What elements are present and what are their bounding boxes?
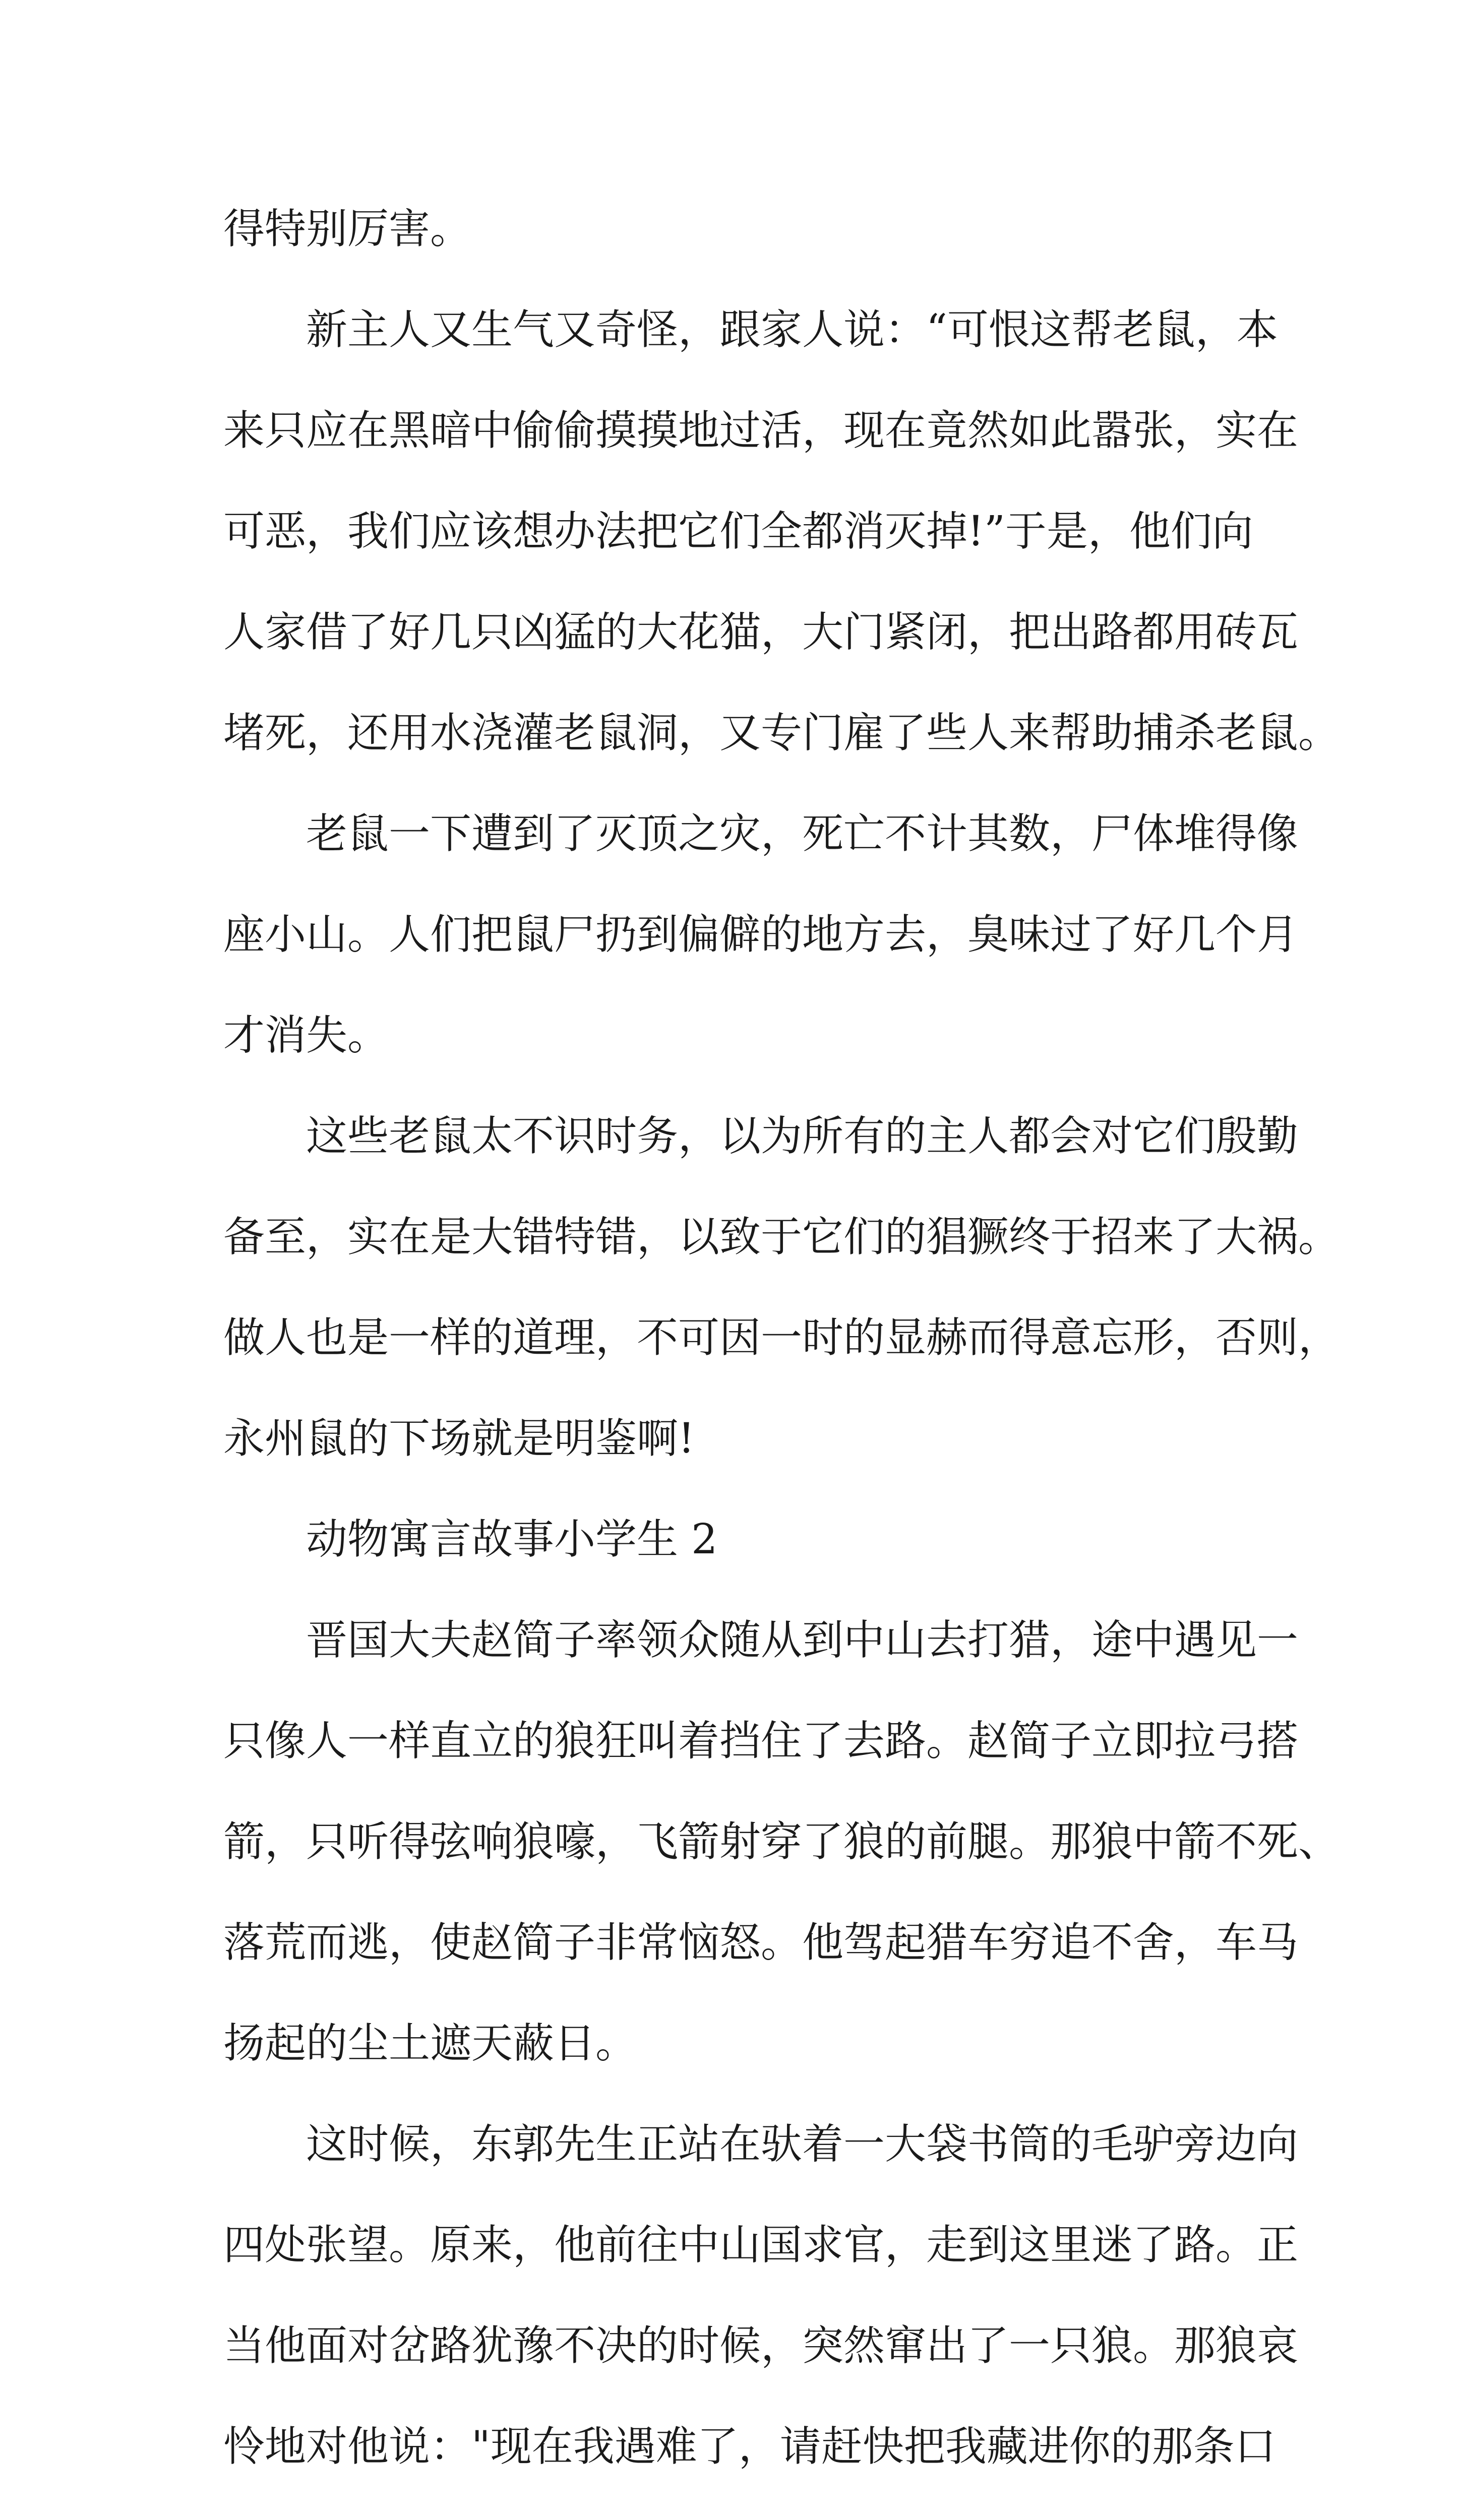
text-line: 备至，实在是大错特错，以致于它们的猖獗终于招来了大祸。 xyxy=(223,1213,1340,1261)
text-line: 人家借了好几只凶猛的大花猫，大门紧闭，把出路都用砖瓦 xyxy=(223,608,1299,656)
text-line: 四处张望。原来，他前往中山国求官，走到这里迷了路。正 xyxy=(223,2221,1299,2269)
text-line: 当他面对岔路犹豫不决的时候，突然窜出了一只狼。那狼哀 xyxy=(223,2322,1299,2370)
text-line xyxy=(223,2497,1247,2520)
text-line: 只像人一样直立的狼狂叫着挡住了去路。赵简子立即拉弓搭 xyxy=(223,1717,1299,1765)
text-line: 座小山。人们把鼠尸扔到偏僻的地方去，臭味过了好几个月 xyxy=(223,911,1299,959)
text-line: 可恶，我们应该想办法把它们全都消灭掉!”于是，他们向 xyxy=(223,508,1253,555)
paragraph-first-line: 老鼠一下遭到了灭顶之灾，死亡不计其数，尸体堆得像 xyxy=(306,810,1299,858)
text-line: 得特别厉害。 xyxy=(223,205,472,253)
text-line: 堵死，还用水浇灌老鼠洞，又专门雇了些人来帮助捕杀老鼠。 xyxy=(223,709,1340,757)
text-line: 做人也是一样的道理，不可因一时的显赫而得意忘形，否则， xyxy=(223,1314,1340,1362)
paragraph-first-line: 新主人又生气又奇怪，跟家人说：“可恨这帮老鼠，本 xyxy=(306,306,1278,354)
text-line: 箭，只听得弦响狼嚎，飞箭射穿了狼的前腿。那狼中箭不死、 xyxy=(223,1818,1340,1866)
text-line: 才消失。 xyxy=(223,1012,389,1059)
text-line: 落荒而逃，使赵简子非常恼怒。他驾起猎车穷追不舍，车马 xyxy=(223,1919,1299,1967)
text-line: 永州鼠的下场就是明鉴啊! xyxy=(223,1415,695,1463)
paragraph-first-line: 这些老鼠太不识时务，以为所有的主人都会对它们殷勤 xyxy=(306,1112,1299,1160)
text-line: 扬起的尘土遮天蔽日。 xyxy=(223,2020,637,2067)
text-line: 来只应在黑暗中偷偷摸摸地过活，现在竟然如此嚣张，实在 xyxy=(223,407,1299,455)
paragraph-first-line: 晋国大夫赵简子率领众随从到中山去打猎，途中遇见一 xyxy=(306,1616,1299,1664)
section-heading: 动物寓言故事小学生 2 xyxy=(306,1516,718,1563)
text-line: 怜地对他说："现在我遇难了，请赶快把我藏进你的那条口 xyxy=(223,2423,1276,2471)
paragraph-first-line: 这时候，东郭先生正站在驮着一大袋书筒的毛驴旁边向 xyxy=(306,2120,1299,2168)
body-text xyxy=(223,179,1340,2520)
